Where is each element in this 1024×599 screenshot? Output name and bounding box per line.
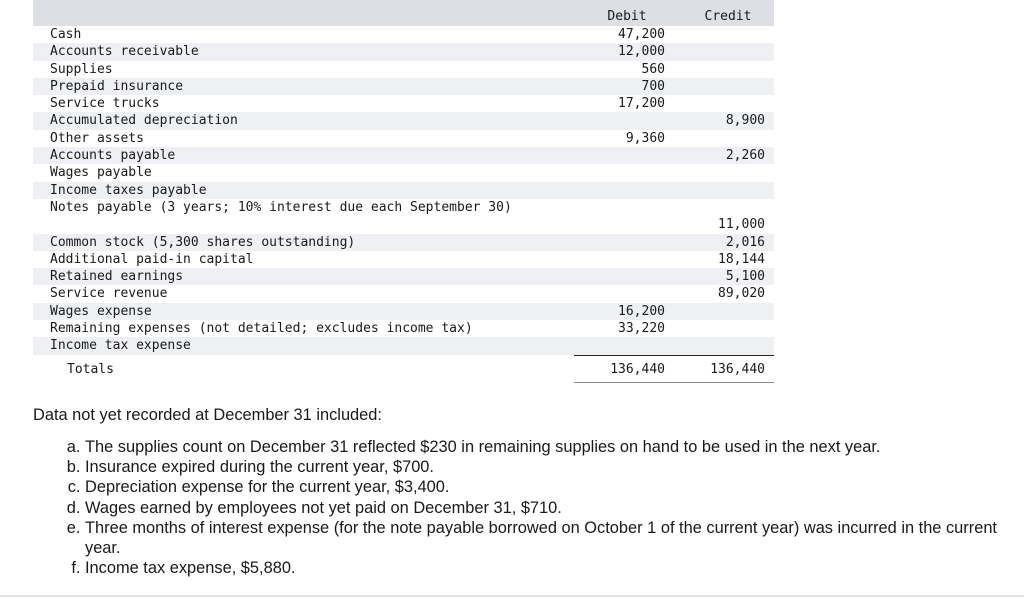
debit-value: 17,200	[618, 96, 665, 112]
notes-intro: Data not yet recorded at December 31 included:	[33, 406, 382, 424]
credit-value: 5,100	[725, 269, 765, 285]
account-name: Accounts receivable	[50, 44, 199, 60]
account-name: Supplies	[50, 61, 113, 77]
debit-value	[574, 164, 674, 181]
table-row	[33, 337, 774, 354]
account-name: Service revenue	[50, 286, 168, 302]
table-row	[33, 130, 774, 147]
notes-list	[33, 437, 1018, 578]
totals-row	[33, 361, 774, 378]
debit-value	[574, 285, 674, 302]
debit-column-header: Debit	[607, 9, 647, 24]
table-row	[33, 61, 774, 78]
account-name: Income taxes payable	[50, 182, 207, 198]
table-row	[33, 285, 774, 302]
debit-value: 47,200	[618, 27, 665, 42]
credit-value	[674, 182, 774, 199]
credit-value	[674, 43, 774, 60]
debit-value: 700	[641, 78, 665, 94]
account-name: Accounts payable	[50, 148, 176, 164]
list-item: d. Wages earned by employees not yet paid on December 31, $710.	[85, 498, 1018, 518]
debit-value	[574, 199, 674, 216]
debit-value: 560	[641, 61, 665, 77]
table-row	[33, 320, 774, 337]
credit-value	[674, 164, 774, 181]
totals-top-rule	[574, 355, 774, 356]
list-item: b. Insurance expired during the current year, $700.	[85, 457, 1018, 477]
notes-section	[33, 405, 1018, 578]
credit-value: 11,000	[718, 217, 765, 233]
credit-value	[674, 303, 774, 320]
list-item: f. Income tax expense, $5,880.	[85, 558, 1018, 578]
table-row	[33, 164, 774, 181]
debit-value	[574, 268, 674, 285]
credit-value: 2,260	[725, 148, 765, 164]
table-row	[33, 112, 774, 129]
credit-value	[674, 78, 774, 95]
totals-bottom-rule	[574, 382, 774, 383]
credit-value	[674, 61, 774, 78]
account-name: Wages expense	[50, 303, 152, 319]
totals-credit: 136,440	[710, 361, 765, 377]
table-row	[33, 26, 774, 43]
debit-value: 16,200	[618, 303, 665, 319]
account-name: Accumulated depreciation	[50, 113, 238, 129]
totals-debit: 136,440	[610, 361, 665, 377]
credit-value: 89,020	[718, 286, 765, 302]
totals-label: Totals	[67, 361, 114, 377]
debit-value	[574, 182, 674, 199]
table-header	[33, 0, 774, 26]
table-row	[33, 95, 774, 112]
account-name: Cash	[50, 27, 82, 42]
table-row	[33, 199, 774, 234]
debit-value	[574, 147, 674, 164]
credit-value: 2,016	[725, 234, 765, 250]
account-name: Retained earnings	[50, 269, 184, 285]
table-row	[33, 182, 774, 199]
table-row	[33, 268, 774, 285]
table-row	[33, 234, 774, 251]
debit-value	[574, 251, 674, 268]
credit-column-header: Credit	[704, 9, 752, 24]
table-row	[33, 303, 774, 320]
table-row	[33, 43, 774, 60]
account-name: Wages payable	[50, 165, 152, 181]
credit-value: 8,900	[725, 113, 765, 129]
list-item: e. Three months of interest expense (for the note payable borrowed on October 1 of the current year) was incurred in the current year.	[85, 518, 1018, 558]
table-row	[33, 251, 774, 268]
account-name: Service trucks	[50, 96, 160, 112]
credit-value: 18,144	[718, 251, 765, 267]
table-row	[33, 147, 774, 164]
account-name: Remaining expenses (not detailed; excludes income tax)	[50, 321, 473, 337]
debit-value	[574, 337, 674, 354]
debit-value: 33,220	[618, 321, 665, 337]
debit-value	[574, 234, 674, 251]
credit-value	[674, 130, 774, 147]
credit-value	[674, 337, 774, 354]
list-item: a. The supplies count on December 31 reflected $230 in remaining supplies on hand to be used in the next year.	[85, 437, 1018, 457]
account-name: Other assets	[50, 130, 144, 146]
table-title	[33, 0, 574, 1]
account-name: Notes payable (3 years; 10% interest due each September 30)	[50, 199, 512, 215]
account-name: Additional paid-in capital	[50, 251, 254, 267]
credit-value	[674, 95, 774, 112]
account-name: Prepaid insurance	[50, 78, 184, 94]
debit-value: 12,000	[618, 44, 665, 60]
list-item: c. Depreciation expense for the current year, $3,400.	[85, 477, 1018, 497]
table-row	[33, 78, 774, 95]
account-name: Income tax expense	[50, 338, 191, 354]
credit-value	[674, 26, 774, 43]
account-name: Common stock (5,300 shares outstanding)	[50, 234, 356, 250]
debit-value	[574, 112, 674, 129]
trial-balance-table	[33, 0, 774, 378]
credit-value	[674, 320, 774, 337]
bottom-divider	[0, 595, 1024, 597]
debit-value: 9,360	[625, 130, 665, 146]
